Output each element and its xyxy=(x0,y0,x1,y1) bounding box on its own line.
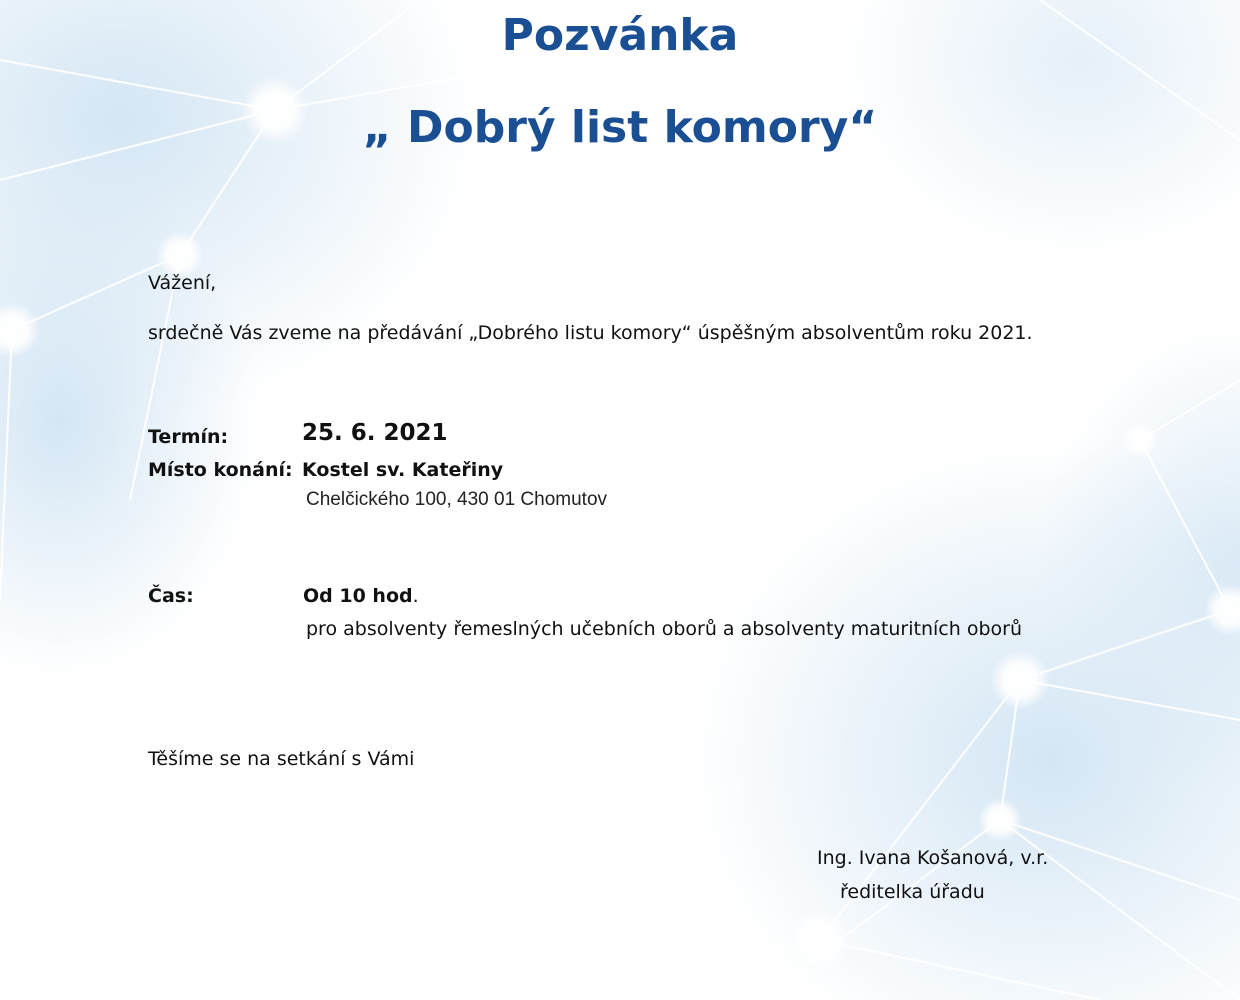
signature-role: ředitelka úřadu xyxy=(840,881,985,903)
date-label: Termín: xyxy=(148,426,229,448)
audience-text: pro absolventy řemeslných učebních oborů a absolventy maturitních oborů xyxy=(306,618,1022,640)
place-address: Chelčického 100, 430 01 Chomutov xyxy=(306,489,608,510)
invitation-title: Pozvánka xyxy=(501,10,739,61)
intro-text: srdečně Vás zveme na předávání „Dobrého listu komory“ úspěšným absolventům roku 2021. xyxy=(148,322,1033,344)
time-line xyxy=(303,585,419,607)
date-value: 25. 6. 2021 xyxy=(302,420,448,446)
time-value: Od 10 hod xyxy=(303,585,413,607)
closing-text: Těšíme se na setkání s Vámi xyxy=(148,748,415,770)
time-suffix: . xyxy=(412,585,419,607)
signature-name: Ing. Ivana Košanová, v.r. xyxy=(817,847,1049,869)
place-value: Kostel sv. Kateřiny xyxy=(302,459,504,481)
invitation-subtitle: „ Dobrý list komory“ xyxy=(362,102,878,153)
place-label: Místo konání: xyxy=(148,459,293,481)
salutation: Vážení, xyxy=(148,272,217,294)
time-label: Čas: xyxy=(148,585,194,607)
